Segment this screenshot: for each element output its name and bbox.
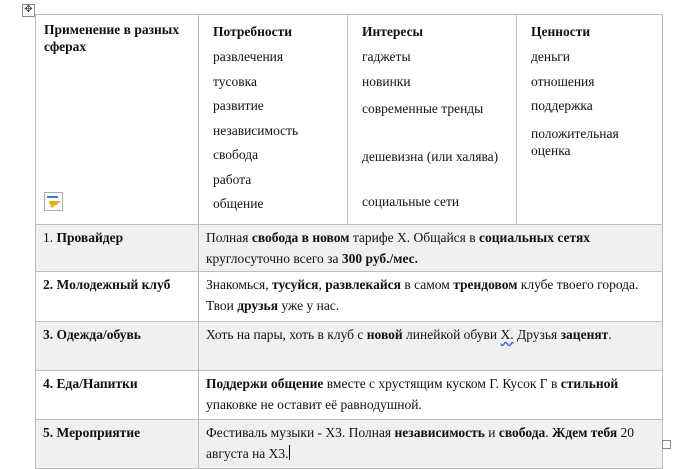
- row-number: 4.: [43, 376, 57, 391]
- list-item: положительная оценка: [531, 125, 619, 158]
- column-title-values: Ценности: [531, 24, 591, 39]
- list-item: социальные сети: [362, 194, 460, 209]
- advertising-table: [35, 14, 663, 469]
- slogan-cell[interactable]: [199, 225, 663, 272]
- slogan-keyword: 300 руб./мес.: [341, 251, 418, 266]
- list-item: современные тренды: [362, 101, 484, 116]
- header-application-label: Применение в разных сферах: [44, 22, 180, 54]
- slogan-keyword: друзья: [237, 298, 278, 313]
- slogan-text: упаковке не оставит её равнодушной.: [206, 397, 422, 412]
- header-row: [36, 15, 663, 225]
- list-item: работа: [213, 171, 252, 187]
- slogan-text: Фестиваль музыки - Х3. Полная: [206, 425, 395, 440]
- table-row: [36, 371, 663, 420]
- slogan-text: Знакомься,: [206, 277, 272, 292]
- slogan-text: Х.: [500, 327, 514, 342]
- list-item: новинки: [362, 73, 411, 89]
- slogan-text: ,: [318, 277, 326, 292]
- list-item: общение: [213, 196, 264, 211]
- slogan-text: круглосуточно всего за: [206, 251, 342, 266]
- slogan-text: .: [608, 327, 612, 342]
- slogan-text: 20 августа на Х3.: [206, 425, 635, 461]
- sphere-cell[interactable]: [36, 371, 199, 420]
- list-item: тусовка: [213, 73, 257, 89]
- sphere-label: Мероприятие: [56, 425, 141, 440]
- list-item: деньги: [531, 49, 571, 64]
- column-title-needs: Потребности: [213, 24, 293, 39]
- sphere-cell[interactable]: [36, 272, 199, 322]
- paste-options-icon[interactable]: [44, 192, 63, 211]
- sphere-label: Еда/Напитки: [56, 376, 138, 391]
- row-number: 5.: [43, 425, 57, 440]
- table-row: [36, 420, 663, 469]
- sphere-cell[interactable]: [36, 225, 199, 272]
- slogan-keyword: социальных сетях: [479, 230, 590, 245]
- table-move-handle[interactable]: ✥: [22, 4, 35, 17]
- table-row: [36, 272, 663, 322]
- slogan-text: Полная: [206, 230, 252, 245]
- column-title-interests: Интересы: [362, 24, 424, 39]
- sphere-label: Провайдер: [56, 230, 124, 245]
- sphere-label: Молодежный клуб: [56, 277, 171, 292]
- slogan-text: Хоть на пары, хоть в клуб с: [206, 327, 367, 342]
- list-item: развитие: [213, 98, 264, 113]
- header-cell-interests[interactable]: [348, 15, 517, 225]
- slogan-keyword: развлекайся: [325, 277, 401, 292]
- slogan-text: в самом: [400, 277, 454, 292]
- table-row: [36, 322, 663, 371]
- slogan-cell[interactable]: [199, 371, 663, 420]
- slogan-text: тарифе Х. Общайся в: [349, 230, 480, 245]
- row-number: 3.: [43, 327, 57, 342]
- slogan-keyword: стильной: [560, 376, 619, 391]
- slogan-keyword: независимость: [394, 425, 485, 440]
- list-item: гаджеты: [362, 49, 411, 64]
- slogan-cell[interactable]: [199, 420, 663, 469]
- slogan-keyword: Ждем тебя: [552, 425, 618, 440]
- list-item: развлечения: [213, 49, 284, 64]
- slogan-keyword: Поддержи общение: [206, 376, 324, 391]
- slogan-text: вместе с хрустящим куском Г. Кусок Г в: [323, 376, 561, 391]
- slogan-text: .: [545, 425, 553, 440]
- list-item: дешевизна (или халява): [362, 149, 499, 164]
- table-row: [36, 225, 663, 272]
- slogan-keyword: трендовом: [453, 277, 518, 292]
- list-item: свобода: [213, 147, 259, 162]
- row-number: 1.: [43, 230, 57, 245]
- slogan-keyword: заценят: [560, 327, 609, 342]
- slogan-text: уже у нас.: [278, 298, 340, 313]
- slogan-text: Друзья: [513, 327, 561, 342]
- sphere-label: Одежда/обувь: [56, 327, 141, 342]
- slogan-keyword: тусуйся: [272, 277, 319, 292]
- header-cell-values[interactable]: [517, 15, 663, 225]
- slogan-cell[interactable]: [199, 272, 663, 322]
- list-item: поддержка: [531, 98, 593, 113]
- header-cell-needs[interactable]: [199, 15, 348, 225]
- slogan-keyword: свобода: [498, 425, 546, 440]
- slogan-cell[interactable]: [199, 322, 663, 371]
- sphere-cell[interactable]: [36, 322, 199, 371]
- list-item: отношения: [531, 73, 595, 89]
- slogan-keyword: свобода в новом: [251, 230, 350, 245]
- row-number: 2.: [43, 277, 57, 292]
- sphere-cell[interactable]: [36, 420, 199, 469]
- slogan-text: и: [484, 425, 499, 440]
- table-resize-handle[interactable]: [662, 440, 671, 449]
- slogan-keyword: новой: [366, 327, 403, 342]
- slogan-text: клубе твоего города. Твои: [206, 277, 639, 313]
- list-item: независимость: [213, 122, 299, 138]
- slogan-text: линейкой обуви: [402, 327, 501, 342]
